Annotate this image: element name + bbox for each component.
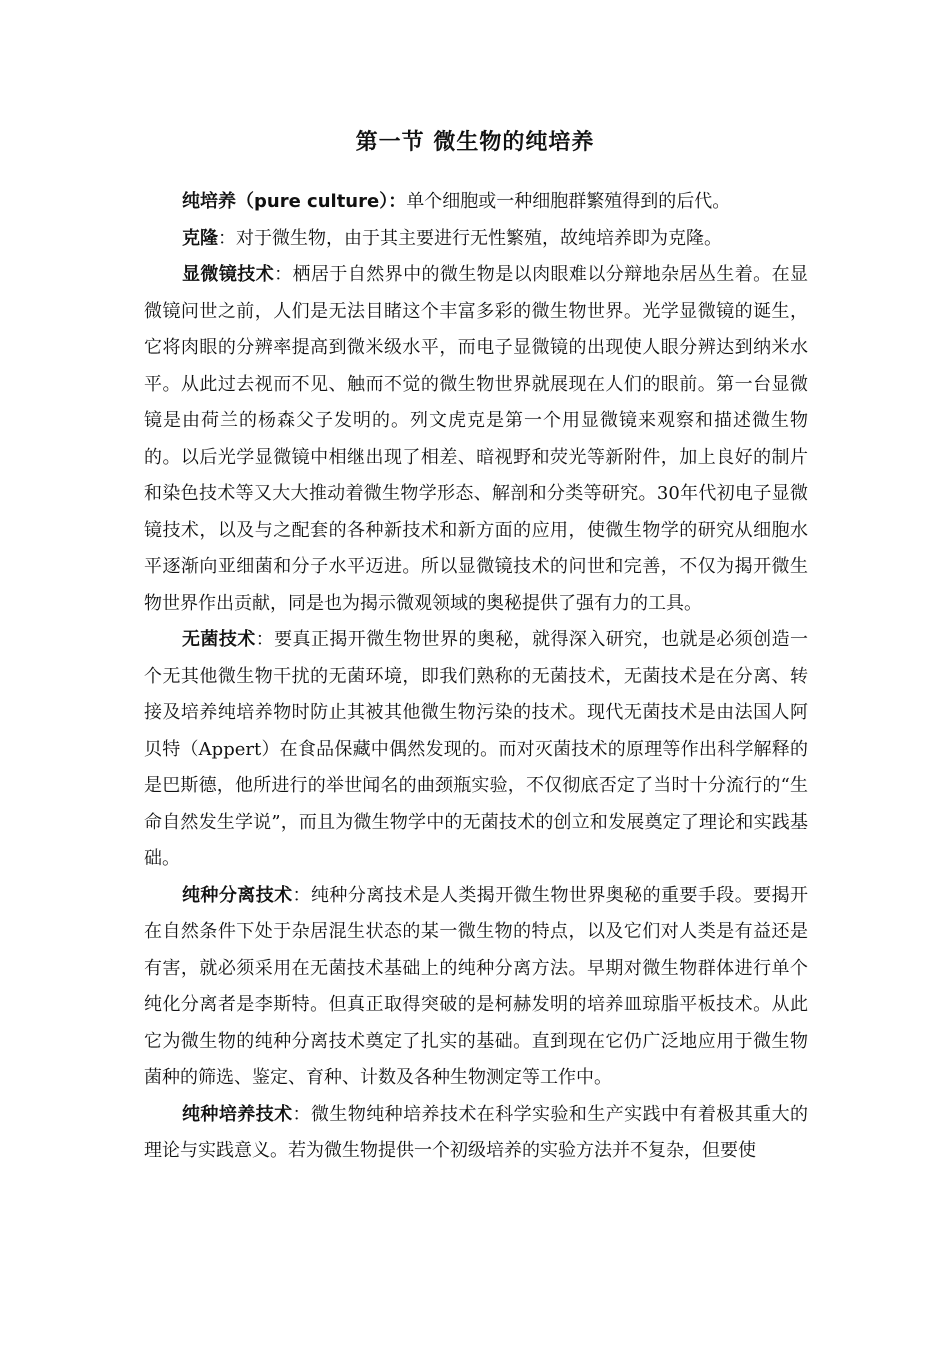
term-clone: 克隆 xyxy=(182,227,218,249)
paragraph-culture xyxy=(144,1097,808,1170)
section-title: 第一节 微生物的纯培养 xyxy=(355,130,595,155)
term-aseptic: 无菌技术 xyxy=(182,629,256,650)
term-pure-culture: 纯培养（pure culture）： xyxy=(182,191,407,212)
paragraph-isolation xyxy=(144,878,808,1097)
text-aseptic: ：要真正揭开微生物世界的奥秘，就得深入研究，也就是必须创造一个无其他微生物干扰的无菌环境，即我们熟称的无菌技术，无菌技术是在分离、转接及培养纯培养物时防止其被其他微生物污染的技术。现代无菌技术是由法国人阿贝特（Appert）在食品保藏中偶然发现的。而对灭菌技术的原理等作出科学解释的是巴斯德，他所进行的举世闻名的曲颈瓶实验，不仅彻底否定了当时十分流行的“生命自然发生学说”，而且为微生物学中的无菌技术的创立和发展奠定了理论和实践基础。 xyxy=(144,629,809,869)
text-microscope: ：栖居于自然界中的微生物是以肉眼难以分辩地杂居丛生着。在显微镜问世之前，人们是无法目睹这个丰富多彩的微生物世界。光学显微镜的诞生，它将肉眼的分辨率提高到微米级水平，而电子显微镜的出现使人眼分辨达到纳米水平。从此过去视而不见、触而不觉的微生物世界就展现在人们的眼前。第一台显微镜是由荷兰的杨森父子发明的。列文虎克是第一个用显微镜来观察和描述微生物的。以后光学显微镜中相继出现了相差、暗视野和荧光等新附件，加上良好的制片和染色技术等又大大推动着微生物学形态、解剖和分类等研究。30年代初电子显微镜技术，以及与之配套的各种新技术和新方面的应用，使微生物学的研究从细胞水平逐渐向亚细菌和分子水平迈进。所以显微镜技术的问世和完善，不仅为揭开微生物世界作出贡献，同是也为揭示微观领域的奥秘提供了强有力的工具。 xyxy=(144,264,809,614)
paragraph-microscope xyxy=(144,257,808,622)
term-isolation: 纯种分离技术 xyxy=(182,884,293,906)
paragraph-clone xyxy=(144,221,808,258)
term-culture: 纯种培养技术 xyxy=(182,1103,293,1125)
paragraph-aseptic xyxy=(144,622,808,878)
document-body xyxy=(144,184,808,1170)
text-clone: ：对于微生物，由于其主要进行无性繁殖，故纯培养即为克隆。 xyxy=(218,227,722,249)
term-microscope: 显微镜技术 xyxy=(182,264,275,285)
text-culture: ：微生物纯种培养技术在科学实验和生产实践中有着极其重大的理论与实践意义。若为微生物提供一个初级培养的实验方法并不复杂，但要使 xyxy=(144,1103,808,1161)
paragraph-pure-culture xyxy=(144,184,808,221)
text-pure-culture: 单个细胞或一种细胞群繁殖得到的后代。 xyxy=(406,191,731,212)
text-isolation: ：纯种分离技术是人类揭开微生物世界奥秘的重要手段。要揭开在自然条件下处于杂居混生状态的某一微生物的特点，以及它们对人类是有益还是有害，就必须采用在无菌技术基础上的纯种分离方法。早期对微生物群体进行单个纯化分离者是李斯特。但真正取得突破的是柯赫发明的培养皿琼脂平板技术。从此它为微生物的纯种分离技术奠定了扎实的基础。直到现在它仍广泛地应用于微生物菌种的筛选、鉴定、育种、计数及各种生物测定等工作中。 xyxy=(144,884,808,1088)
